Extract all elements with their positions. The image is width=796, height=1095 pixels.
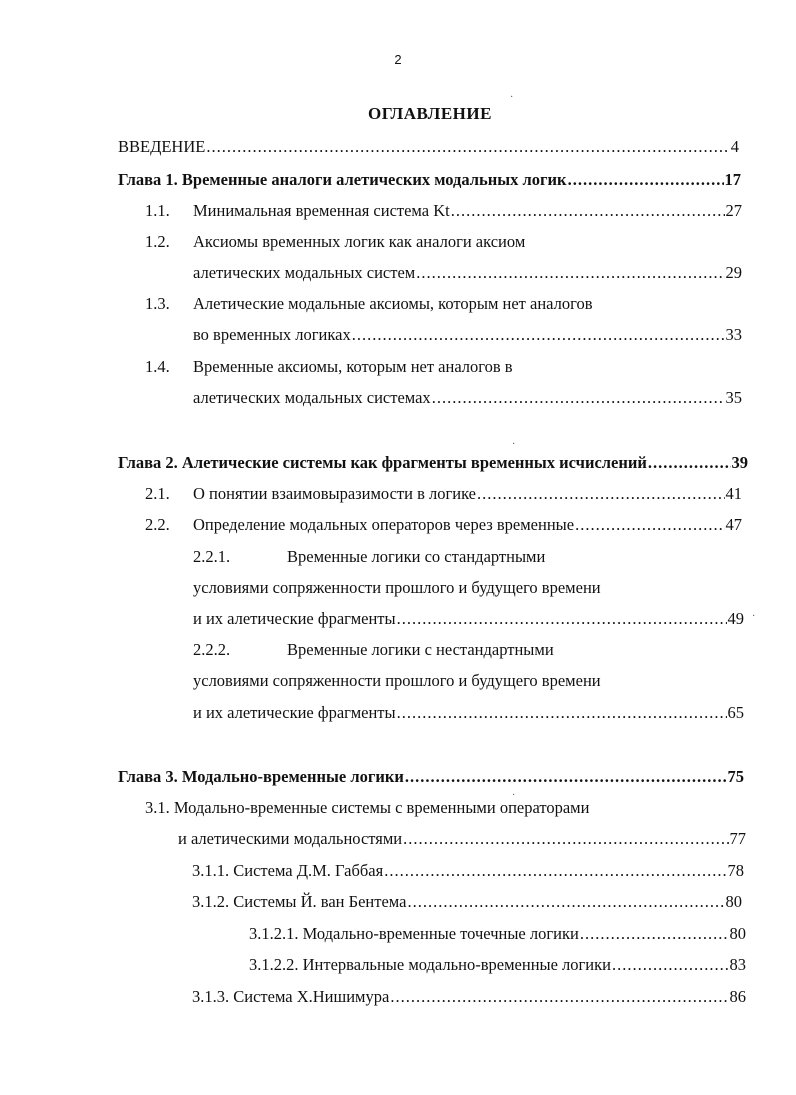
toc-entry-page: 75	[727, 767, 744, 786]
toc-leader-dots	[648, 451, 731, 475]
toc-entry-text: Глава 3. Модально-временные логики	[118, 767, 404, 786]
toc-entry-section-3-1-2[interactable]	[192, 890, 742, 914]
toc-entry-page: 4	[730, 137, 739, 156]
toc-entry-section-2-2[interactable]	[145, 513, 742, 537]
toc-entry-text: Минимальная временная система Kt	[193, 201, 450, 220]
toc-entry-section-1-3-continued[interactable]	[193, 323, 742, 347]
toc-entry-text: Временные аксиомы, которым нет аналогов в	[193, 357, 513, 376]
toc-entry-text: и их алетические фрагменты	[193, 703, 396, 722]
toc-entry-text: Алетические модальные аксиомы, которым нет аналогов	[193, 294, 593, 313]
toc-entry-section-2-2-2[interactable]	[193, 638, 742, 662]
toc-entry-section-3-1[interactable]	[145, 796, 744, 820]
toc-entry-text: 3.1.3. Система Х.Нишимура	[192, 987, 390, 1006]
toc-leader-dots	[352, 323, 725, 347]
toc-entry-page: 33	[725, 325, 742, 344]
toc-entry-page: 83	[729, 955, 746, 974]
toc-entry-page: 35	[725, 388, 742, 407]
toc-entry-page: 39	[731, 453, 748, 472]
toc-entry-section-2-2-1-continued[interactable]	[193, 607, 744, 631]
toc-entry-number: 2.1.	[145, 484, 170, 503]
toc-entry-text: 3.1. Модально-временные системы с временными операторами	[145, 798, 590, 817]
toc-leader-dots	[405, 765, 727, 789]
toc-entry-page: 77	[729, 829, 746, 848]
toc-entry-chapter-1[interactable]	[118, 168, 741, 192]
toc-entry-section-1-4-continued[interactable]	[193, 386, 742, 410]
toc-entry-text: во временных логиках	[193, 325, 351, 344]
toc-leader-dots	[397, 701, 727, 725]
toc-entry-number: 1.3.	[145, 294, 170, 313]
toc-entry-section-1-2-continued[interactable]	[193, 261, 742, 285]
toc-entry-page: 86	[729, 987, 746, 1006]
toc-entry-page: 65	[727, 703, 744, 722]
toc-entry-section-2-2-1-continued[interactable]	[193, 576, 742, 600]
scan-speck: ·	[512, 439, 516, 450]
toc-leader-dots	[416, 261, 724, 285]
toc-leader-dots	[477, 482, 724, 506]
toc-entry-introduction[interactable]	[118, 135, 739, 159]
toc-entry-number: 1.4.	[145, 357, 170, 376]
toc-entry-number: 2.2.2.	[193, 640, 231, 659]
toc-leader-dots	[575, 513, 724, 537]
toc-entry-page: 27	[725, 201, 742, 220]
toc-entry-text: ВВЕДЕНИЕ	[118, 137, 206, 156]
toc-entry-page: 80	[729, 924, 746, 943]
toc-leader-dots	[397, 607, 727, 631]
toc-entry-section-2-1[interactable]	[145, 482, 742, 506]
toc-entry-page: 17	[724, 170, 741, 189]
toc-leader-dots	[403, 827, 728, 851]
toc-entry-text: условиями сопряженности прошлого и будущего времени	[193, 671, 601, 690]
toc-entry-text: 3.1.2.2. Интервальные модально-временные логики	[249, 955, 611, 974]
scan-speck: ·	[752, 611, 756, 622]
toc-entry-number: 2.2.	[145, 515, 170, 534]
toc-entry-text: О понятии взаимовыразимости в логике	[193, 484, 477, 503]
toc-entry-text: 3.1.1. Система Д.М. Габбая	[192, 861, 384, 880]
toc-entry-section-3-1-2-1[interactable]	[249, 922, 746, 946]
toc-entry-page: 80	[725, 892, 742, 911]
toc-entry-section-2-2-2-continued[interactable]	[193, 701, 744, 725]
toc-entry-page: 49	[727, 609, 744, 628]
toc-entry-text: Определение модальных операторов через временные	[193, 515, 575, 534]
toc-leader-dots	[580, 922, 729, 946]
toc-entry-text: 3.1.2.1. Модально-временные точечные логики	[249, 924, 579, 943]
toc-entry-page: 47	[725, 515, 742, 534]
toc-leader-dots	[384, 859, 726, 883]
page-number: 2	[394, 52, 402, 67]
toc-entry-section-3-1-2-2[interactable]	[249, 953, 746, 977]
toc-entry-text: алетических модальных системах	[193, 388, 431, 407]
toc-entry-section-1-2[interactable]	[145, 230, 742, 254]
toc-entry-text: условиями сопряженности прошлого и будущего времени	[193, 578, 601, 597]
toc-entry-text: Аксиомы временных логик как аналоги аксиом	[193, 232, 526, 251]
toc-entry-text: Временные логики с нестандартными	[287, 640, 554, 659]
toc-entry-section-3-1-3[interactable]	[192, 985, 746, 1009]
toc-leader-dots	[612, 953, 729, 977]
scan-speck: ·	[512, 790, 516, 801]
toc-entry-section-2-2-2-continued[interactable]	[193, 669, 742, 693]
toc-entry-text: и их алетические фрагменты	[193, 609, 396, 628]
scan-speck: ·	[510, 92, 514, 103]
toc-entry-text: Глава 2. Алетические системы как фрагменты временных исчислений	[118, 453, 647, 472]
toc-entry-number: 1.1.	[145, 201, 170, 220]
toc-entry-section-2-2-1[interactable]	[193, 545, 742, 569]
toc-leader-dots	[206, 135, 729, 159]
toc-entry-text: алетических модальных систем	[193, 263, 416, 282]
toc-entry-section-3-1-1[interactable]	[192, 859, 744, 883]
toc-entry-section-1-1[interactable]	[145, 199, 742, 223]
toc-leader-dots	[390, 985, 728, 1009]
toc-entry-page: 41	[725, 484, 742, 503]
toc-title: ОГЛАВЛЕНИЕ	[368, 104, 492, 123]
toc-leader-dots	[451, 199, 725, 223]
toc-entry-text: и алетическими модальностями	[178, 829, 403, 848]
toc-entry-text: Временные логики со стандартными	[287, 547, 546, 566]
toc-entry-page: 29	[725, 263, 742, 282]
toc-leader-dots	[568, 168, 724, 192]
toc-entry-number: 2.2.1.	[193, 547, 231, 566]
toc-entry-chapter-3[interactable]	[118, 765, 744, 789]
toc-leader-dots	[432, 386, 725, 410]
toc-entry-text: Глава 1. Временные аналоги алетических модальных логик	[118, 170, 567, 189]
toc-entry-chapter-2[interactable]	[118, 451, 748, 475]
toc-entry-page: 78	[727, 861, 744, 880]
toc-leader-dots	[407, 890, 724, 914]
toc-entry-number: 1.2.	[145, 232, 170, 251]
toc-entry-section-3-1-continued[interactable]	[178, 827, 746, 851]
toc-entry-section-1-4[interactable]	[145, 355, 742, 379]
toc-entry-text: 3.1.2. Системы Й. ван Бентема	[192, 892, 407, 911]
toc-entry-section-1-3[interactable]	[145, 292, 742, 316]
